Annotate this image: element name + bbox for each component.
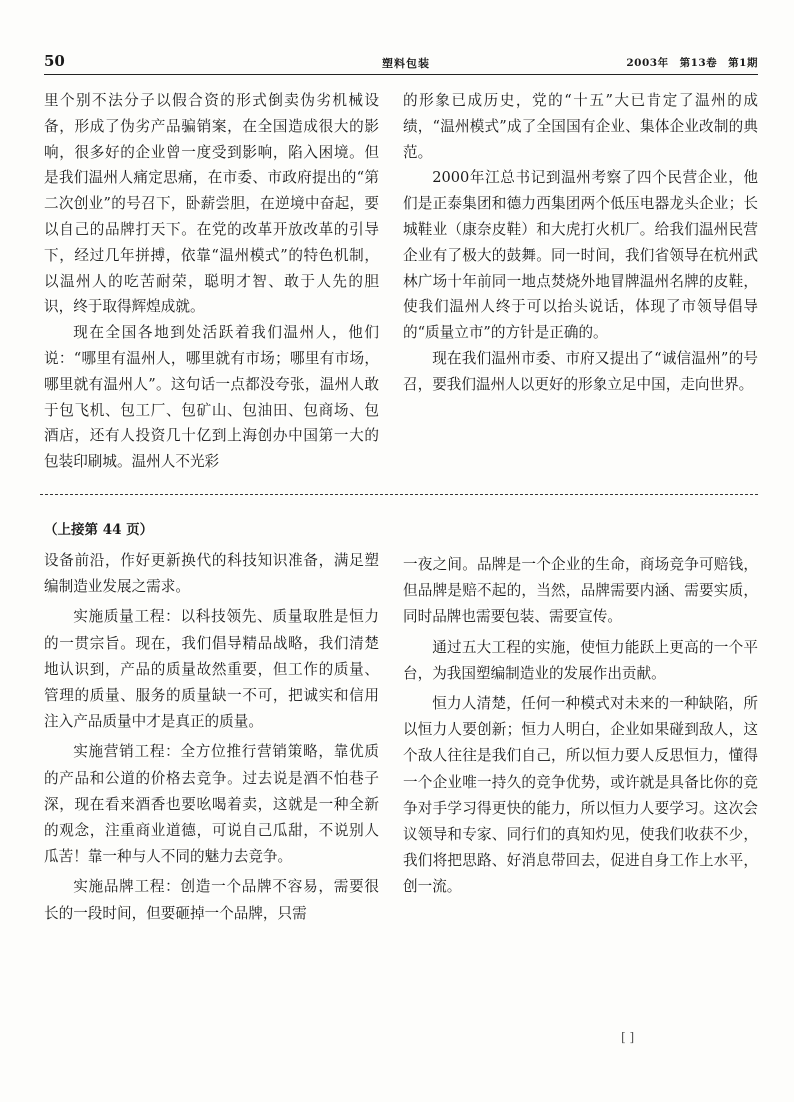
paragraph: 实施质量工程：以科技领先、质量取胜是恒力的一贯宗旨。现在，我们倡导精品战略，我们清楚地认识到，产品的质量故然重要，但工作的质量、管理的质量、服务的质量缺一不可，把诚实和信用注入产品质量中才是真正的质量。 (44, 608, 379, 731)
issue-info: 2003年 第13卷 第1期 (626, 57, 758, 69)
header-rule (44, 74, 758, 75)
paragraph: 一夜之间。品牌是一个企业的生命，商场竞争可赔钱，但品牌是赔不起的，当然，品牌需要内涵、需要实质，同时品牌也需要包装、需要宣传。 (403, 556, 758, 626)
running-header (44, 52, 758, 74)
paragraph: 现在我们温州市委、市府又提出了“诚信温州”的号召，要我们温州人以更好的形象立足中国，走向世界。 (403, 349, 758, 393)
paragraph: 设备前沿，作好更新换代的科技知识准备，满足塑编制造业发展之需求。 (44, 552, 379, 596)
paragraph: 2000年江总书记到温州考察了四个民营企业，他们是正泰集团和德力西集团两个低压电器龙头企业；长城鞋业（康奈皮鞋）和大虎打火机厂。给我们温州民营企业有了极大的鼓舞。同一时间，我们省领导在杭州武林广场十年前同一地点焚烧外地冒牌温州名牌的皮鞋，使我们温州人终于可以抬头说话，体现了市领导倡导的“质量立市”的方针是正确的。 (403, 169, 758, 342)
paragraph: 通过五大工程的实施，使恒力能跃上更高的一个平台，为我国塑编制造业的发展作出贡献。 (403, 638, 758, 682)
paragraph: 里个别不法分子以假合资的形式倒卖伪劣机械设备，形成了伪劣产品骗销案，在全国造成很大的影响，很多好的企业曾一度受到影响，陷入困境。但是我们温州人痛定思痛，在市委、市政府提出的“第二次创业”的号召下，卧薪尝胆，在逆境中奋起，要以自己的品牌打天下。在党的改革开放改革的引导下，经过几年拼搏，依靠“温州模式”的特色机制，以温州人的吃苦耐荣，聪明才智、敢于人先的胆识，终于取得辉煌成就。 (44, 92, 379, 316)
continued-from-note: （上接第 44 页） (44, 522, 154, 538)
scan-mark: [ ] (621, 1030, 635, 1044)
article-divider (40, 494, 758, 495)
paragraph: 实施营销工程：全方位推行营销策略，靠优质的产品和公道的价格去竞争。过去说是酒不怕巷子深，现在看来酒香也要吆喝着卖，这就是一种全新的观念，注重商业道德，可说自己瓜甜，不说别人瓜苦！靠一种与人不同的魅力去竞争。 (44, 743, 379, 866)
paragraph: 恒力人清楚，任何一种模式对未来的一种缺陷，所以恒力人要创新；恒力人明白，企业如果碰到敌人，这个敌人往往是我们自己，所以恒力要人反思恒力，懂得一个企业唯一持久的竞争优势，或许就是具备比你的竞争对手学习得更快的能力，所以恒力人要学习。这次会议领导和专家、同行们的真知灼见，使我们收获不少，我们将把思路、好消息带回去，促进自身工作上水平，创一流。 (403, 695, 758, 896)
bottom-article-right-column (403, 552, 758, 905)
bottom-article-left-column (44, 548, 379, 931)
paragraph: 实施品牌工程：创造一个品牌不容易，需要很长的一段时间，但要砸掉一个品牌，只需 (44, 878, 379, 922)
page-number: 50 (44, 52, 65, 70)
paragraph: 的形象已成历史，党的“十五”大已肯定了温州的成绩，“温州模式”成了全国国有企业、集体企业改制的典范。 (403, 92, 758, 161)
paragraph: 现在全国各地到处活跃着我们温州人，他们说：“哪里有温州人，哪里就有市场；哪里有市场，哪里就有温州人”。这句话一点都没夸张，温州人敢于包飞机、包工厂、包矿山、包油田、包商场、包酒店，还有人投资几十亿到上海创办中国第一大的包装印刷城。温州人不光彩 (44, 324, 379, 471)
top-article-right-column (403, 88, 758, 398)
top-article-left-column (44, 88, 379, 475)
journal-title: 塑料包装 (382, 57, 430, 70)
